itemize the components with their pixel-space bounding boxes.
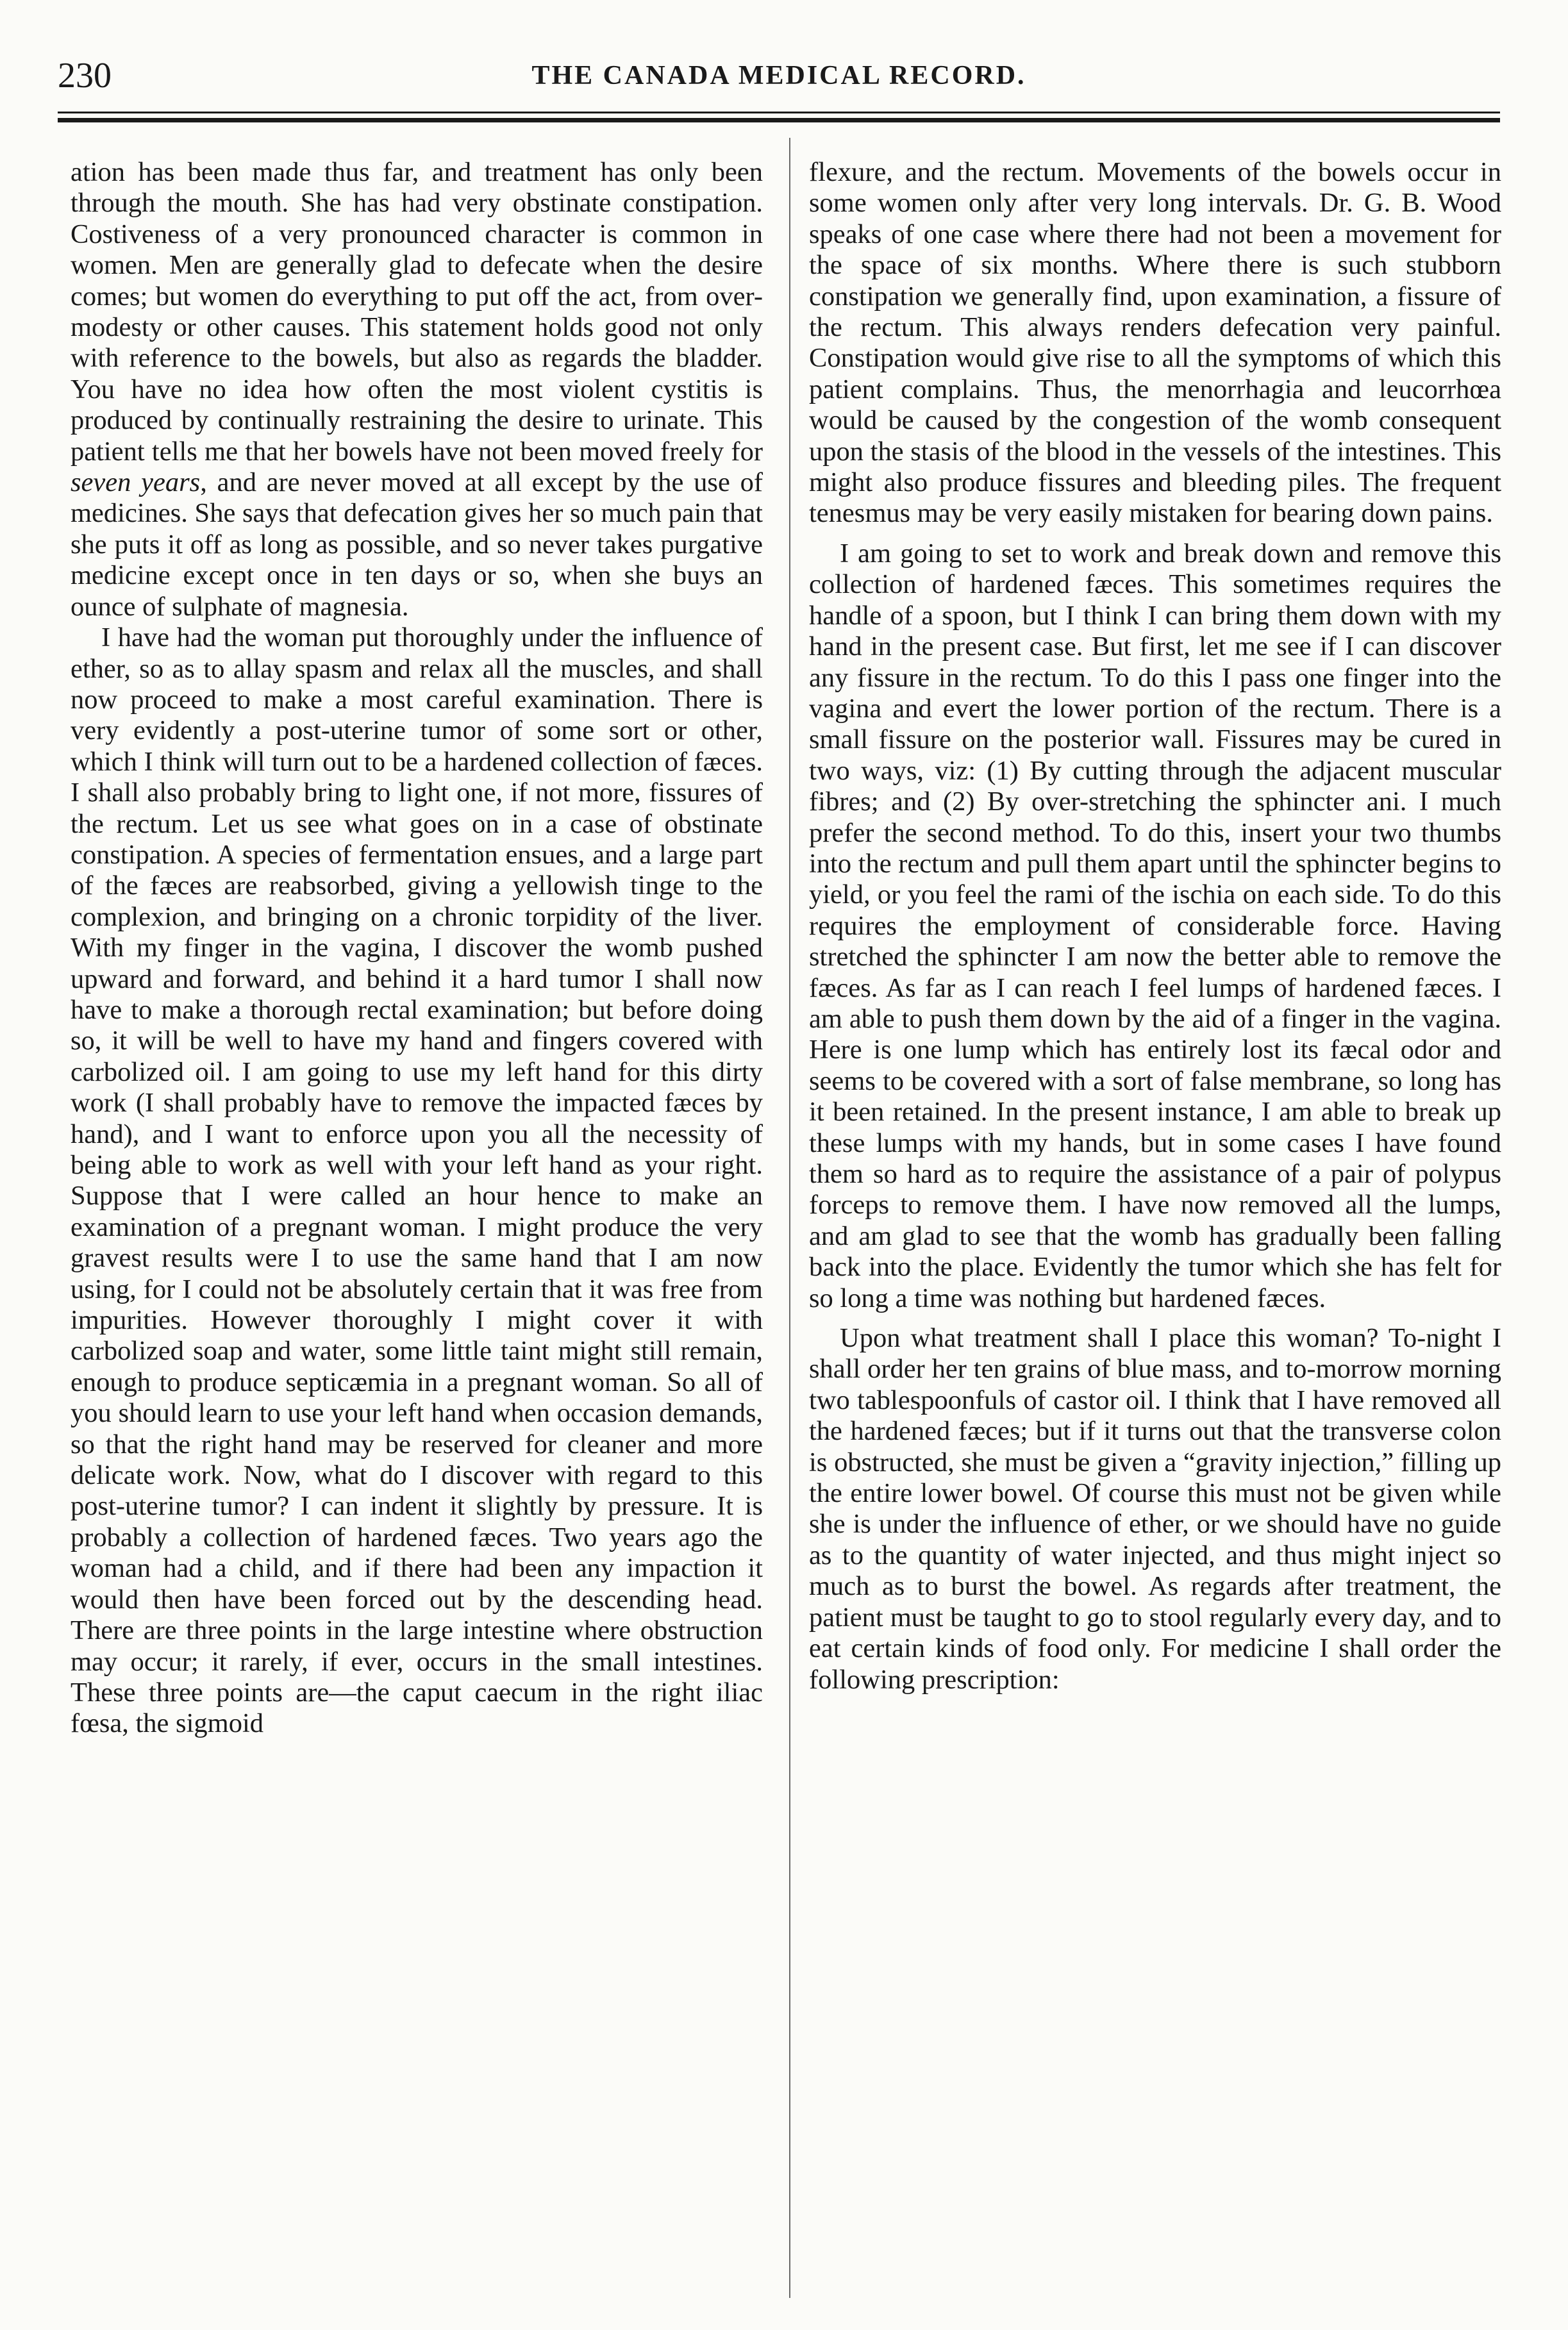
emphasis: seven years: [71, 467, 201, 498]
page-number: 230: [58, 56, 112, 96]
left-column: [71, 157, 763, 2298]
header-rule-thick: [58, 118, 1500, 122]
paragraph: I am going to set to work and break down and remove this collection of hardened fæces. This sometimes requires the handle of a spoon, but I think I can bring them down with my hand in the present case. But first, let me see if I can discover any fissure in the rectum. To do this I pass one finger into the vagina and evert the lower portion of the rectum. There is a small fissure on the posterior wall. Fissures may be cured in two ways, viz: (1) By cutting through the adjacent muscular fibres; and (2) By over-stretching the sphincter ani. I much prefer the second method. To do this, insert your two thumbs into the rectum and pull them apart until the sphincter begins to yield, or you feel the rami of the ischia on each side. To do this requires the employment of considerable force. Having stretched the sphincter I am now the better able to remove the fæces. As far as I can reach I feel lumps of hardened fæces. I am able to push them down by the aid of a finger in the vagina. Here is one lump which has entirely lost its fæcal odor and seems to be covered with a sort of false membrane, so long has it been retained. In the present instance, I am able to break up these lumps with my hands, but in some cases I have found them so hard as to require the assistance of a pair of polypus forceps to remove them. I have now removed all the lumps, and am glad to see that the womb has gradually been falling back into the place. Evidently the tumor which she has felt for so long a time was nothing but hardened fæces.: [809, 538, 1501, 1313]
paragraph: ation has been made thus far, and treatment has only been through the mouth. She has had very obstinate constipation. Costiveness of a very pronounced character is common in women. Men are generally glad to defecate when the desire comes; but women do everything to put off the act, from over-modesty or other causes. This statement holds good not only with reference to the bowels, but also as regards the bladder. You have no idea how often the most violent cystitis is produced by continually restraining the desire to urinate. This patient tells me that her bowels have not been moved freely for seven years, and are never moved at all except by the use of medicines. She says that defecation gives her so much pain that she puts it off as long as possible, and so never takes purgative medicine except once in ten days or so, when she buys an ounce of sulphate of magnesia.: [71, 157, 763, 622]
paragraph: flexure, and the rectum. Movements of the bowels occur in some women only after very long intervals. Dr. G. B. Wood speaks of one case where there had not been a movement for the space of six months. Where there is such stubborn constipation we generally find, upon examination, a fissure of the rectum. This always renders defecation very painful. Constipation would give rise to all the symptoms of which this patient complains. Thus, the menorrhagia and leucorrhœa would be caused by the congestion of the womb consequent upon the stasis of the blood in the vessels of the intestines. This might also produce fissures and bleeding piles. The frequent tenesmus may be very easily mistaken for bearing down pains.: [809, 157, 1501, 529]
running-title: THE CANADA MEDICAL RECORD.: [531, 61, 1026, 90]
right-column: [809, 157, 1501, 2298]
page-header: [58, 50, 1500, 101]
paragraph: I have had the woman put thoroughly under the influence of ether, so as to allay spasm and relax all the muscles, and shall now proceed to make a most careful examination. There is very evidently a post-uterine tumor of some sort or other, which I think will turn out to be a hardened collection of fæces. I shall also probably bring to light one, if not more, fissures of the rectum. Let us see what goes on in a case of obstinate constipation. A species of fermentation ensues, and a large part of the fæces are reabsorbed, giving a yellowish tinge to the complexion, and bringing on a chronic torpidity of the liver. With my finger in the vagina, I discover the womb pushed upward and forward, and behind it a hard tumor I shall now have to make a thorough rectal examination; but before doing so, it will be well to have my hand and fingers covered with carbolized oil. I am going to use my left hand for this dirty work (I shall probably have to remove the impacted fæces by hand), and I want to enforce upon you all the necessity of being able to work as well with your left hand as your right. Suppose that I were called an hour hence to make an examination of a pregnant woman. I might produce the very gravest results were I to use the same hand that I am now using, for I could not be absolutely certain that it was free from impurities. However thoroughly I might cover it with carbolized soap and water, some little taint might still remain, enough to produce septicæmia in a pregnant woman. So all of you should learn to use your left hand when occasion demands, so that the right hand may be reserved for cleaner and more delicate work. Now, what do I discover with regard to this post-uterine tumor? I can indent it slightly by pressure. It is probably a collection of hardened fæces. Two years ago the woman had a child, and if there had been any impaction it would then have been forced out by the descending head. There are three points in the large intestine where obstruction may occur; it rarely, if ever, occurs in the small intestines. These three points are—the caput caecum in the right iliac fœsa, the sigmoid: [71, 622, 763, 1739]
paragraph: Upon what treatment shall I place this woman? To-night I shall order her ten grains of blue mass, and to-morrow morning two tablespoonfuls of castor oil. I think that I have removed all the hardened fæces; but if it turns out that the transverse colon is obstructed, she must be given a “gravity injection,” filling up the entire lower bowel. Of course this must not be given while she is under the influence of ether, or we should have no guide as to the quantity of water injected, and thus might inject so much as to burst the bowel. As regards after treatment, the patient must be taught to go to stool regularly every day, and to eat certain kinds of food only. For medicine I shall order the following prescription:: [809, 1323, 1501, 1695]
header-rule-thin: [58, 112, 1500, 113]
column-divider: [789, 138, 790, 2298]
